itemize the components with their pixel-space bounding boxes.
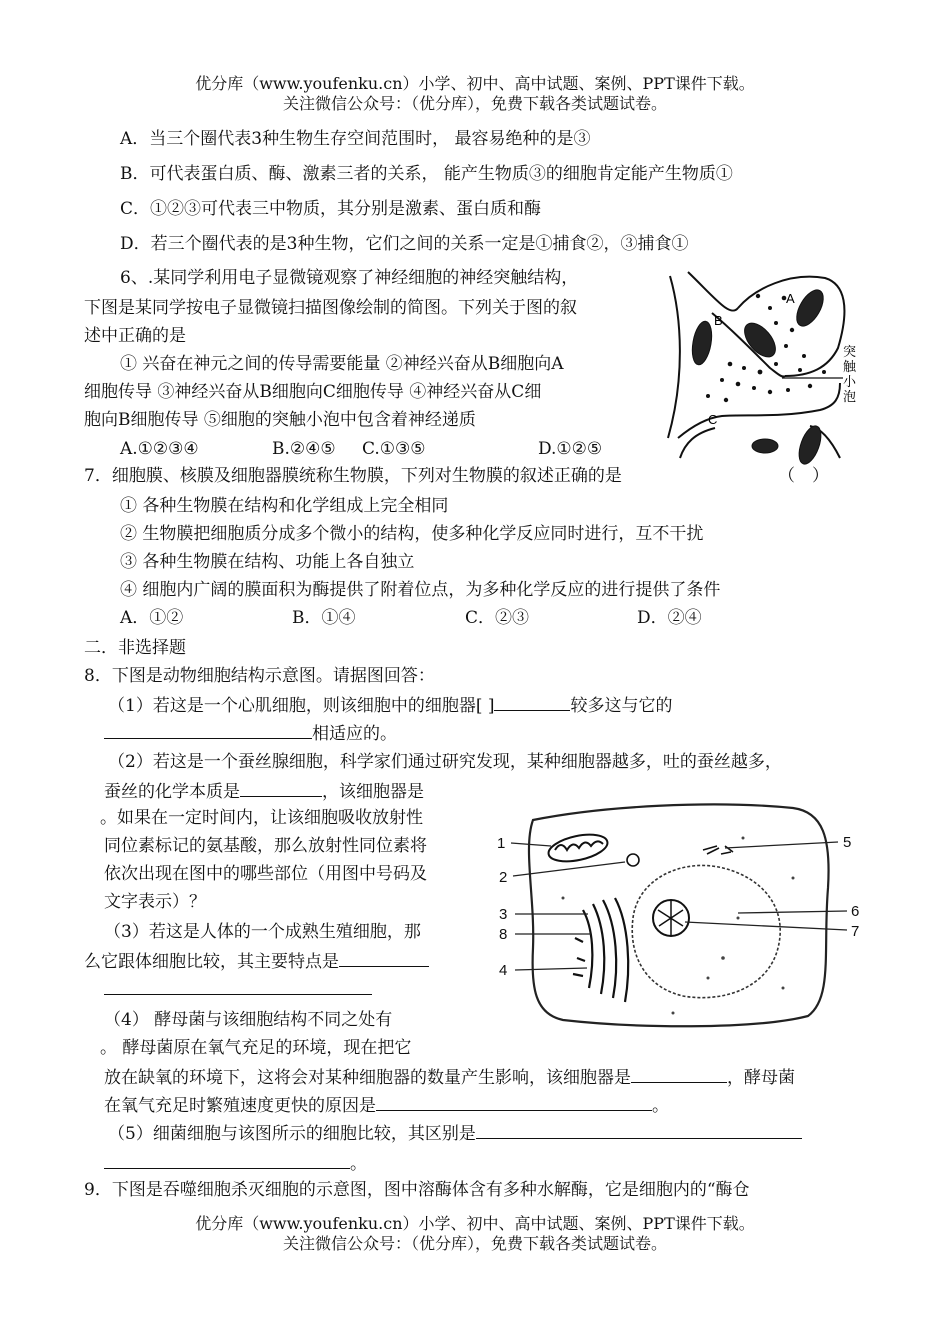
figure-label-5: 5 <box>843 834 852 851</box>
q8-p4-text-f: 。 <box>652 1096 669 1116</box>
figure-label-8: 8 <box>499 926 508 943</box>
figure-label-4: 4 <box>499 962 508 979</box>
q8-p2-blank-1[interactable] <box>240 778 322 797</box>
figure-label-3: 3 <box>499 906 508 923</box>
q6-option-b: B.②④⑤ <box>272 439 336 459</box>
animal-cell-figure <box>493 798 873 1033</box>
q8-part2-line6: 文字表示）？ <box>104 892 206 912</box>
footer-line-2: 关注微信公众号：（优分库），免费下载各类试题试卷。 <box>282 1234 667 1253</box>
footer-line-1: 优分库（www.youfenku.cn）小学、初中、高中试题、案例、PPT课件下载。 <box>195 1214 755 1233</box>
q8-p1-text-b: 较多这与它的 <box>570 696 673 716</box>
q5-option-a: A．当三个圈代表3种生物生存空间范围时， 最容易绝种的是③ <box>120 129 591 149</box>
header-line-2: 关注微信公众号：（优分库），免费下载各类试题试卷。 <box>282 94 667 113</box>
q7-stem: 7．细胞膜、核膜及细胞器膜统称生物膜，下列对生物膜的叙述正确的是 <box>84 466 622 486</box>
q8-part2-line2 <box>104 778 424 804</box>
q6-stem-2: 下图是某同学按电子显微镜扫描图像绘制的简图。下列关于图的叙 <box>84 298 577 318</box>
q8-part2-line3: 。如果在一定时间内，让该细胞吸收放射性 <box>100 808 423 828</box>
q8-part2-line1: （2）若这是一个蚕丝腺细胞，科学家们通过研究发现，某种细胞器越多，吐的蚕丝越多， <box>108 752 782 772</box>
callout-char-3: 小 <box>843 375 857 390</box>
q8-part1-line1 <box>108 692 672 718</box>
q7-item-1: ① 各种生物膜在结构和化学组成上完全相同 <box>120 496 449 516</box>
nucleolus <box>653 900 689 936</box>
q7-option-a: A．①② <box>120 608 184 628</box>
figure-label-2: 2 <box>499 869 508 886</box>
q8-part3-line3 <box>104 976 372 1002</box>
nucleus-envelope <box>632 865 780 997</box>
q6-items-1: ① 兴奋在神元之间的传导需要能量 ②神经兴奋从B细胞向A <box>120 354 564 374</box>
q8-p3-blank-1[interactable] <box>339 948 429 967</box>
label-b: B <box>714 313 723 328</box>
q8-p1-blank-2[interactable] <box>104 720 312 739</box>
q8-part2-line4: 同位素标记的氨基酸，那么放射性同位素将 <box>104 836 427 856</box>
figure-label-6: 6 <box>851 903 860 920</box>
q8-part3-line2 <box>84 948 429 974</box>
label-a: A <box>786 291 795 306</box>
label-c: C <box>708 412 718 427</box>
callout-char-4: 泡 <box>843 390 857 405</box>
q8-part4-line4 <box>104 1092 669 1118</box>
header-line-1: 优分库（www.youfenku.cn）小学、初中、高中试题、案例、PPT课件下载。 <box>195 74 755 93</box>
figure-label-7: 7 <box>851 923 860 940</box>
q8-part5-line2 <box>104 1150 367 1176</box>
q5-option-d: D．若三个圈代表的是3种生物，它们之间的关系一定是①捕食②，③捕食① <box>120 234 689 254</box>
q6-option-a: A.①②③④ <box>120 439 199 459</box>
q6-stem-1: 6、.某同学利用电子显微镜观察了神经细胞的神经突触结构， <box>120 268 579 288</box>
q9-stem: 9．下图是吞噬细胞杀灭细胞的示意图，图中溶酶体含有多种水解酶，它是细胞内的“酶仓 <box>84 1180 750 1200</box>
q8-p5-blank-2[interactable] <box>104 1150 350 1169</box>
q8-stem: 8．下图是动物细胞结构示意图。请据图回答： <box>84 666 435 686</box>
mitochondrion <box>546 830 610 866</box>
q8-part4-line3 <box>104 1064 795 1090</box>
q6-stem-3: 述中正确的是 <box>84 326 186 346</box>
q5-option-b: B．可代表蛋白质、酶、激素三者的关系， 能产生物质③的细胞肯定能产生物质① <box>120 164 733 184</box>
q8-p4-text-e: 在氧气充足时繁殖速度更快的原因是 <box>104 1096 376 1116</box>
q8-part2-line5: 依次出现在图中的哪些部位（用图中号码及 <box>104 864 427 884</box>
q8-p4-blank-1[interactable] <box>631 1064 727 1083</box>
mitochondria-group <box>689 286 828 467</box>
q8-p3-blank-2[interactable] <box>104 976 372 995</box>
q6-items-3: 胞向B细胞传导 ⑤细胞的突触小泡中包含着神经递质 <box>84 410 476 430</box>
q8-p2-text-b: 蚕丝的化学本质是 <box>104 782 240 802</box>
q8-part4-line2: 。 酵母菌原在氧气充足的环境，现在把它 <box>100 1038 412 1058</box>
q7-option-d: D．②④ <box>637 608 702 628</box>
q8-p4-blank-2[interactable] <box>376 1092 652 1111</box>
vesicle <box>627 854 639 866</box>
callout-char-2: 触 <box>843 360 857 375</box>
q8-p1-text-c: 相适应的。 <box>312 724 397 744</box>
q7-answer-paren[interactable]: （ ） <box>778 466 829 486</box>
q8-p5-text-a: （5）细菌细胞与该图所示的细胞比较，其区别是 <box>108 1124 476 1144</box>
q7-item-3: ③ 各种生物膜在结构、功能上各自独立 <box>120 552 415 572</box>
q8-p3-text-b: 么它跟体细胞比较，其主要特点是 <box>84 952 339 972</box>
callout-char-1: 突 <box>843 345 857 360</box>
q8-p4-text-d: ，酵母菌 <box>727 1068 795 1088</box>
q7-option-c: C．②③ <box>465 608 530 628</box>
q8-part1-line2 <box>104 720 397 746</box>
q8-p1-blank-1[interactable] <box>494 692 570 711</box>
q7-item-4: ④ 细胞内广阔的膜面积为酶提供了附着位点，为多种化学反应的进行提供了条件 <box>120 580 721 600</box>
q6-items-2: 细胞传导 ③神经兴奋从B细胞向C细胞传导 ④神经兴奋从C细 <box>84 382 542 402</box>
q8-part3-line1: （3）若这是人体的一个成熟生殖细胞，那 <box>104 922 421 942</box>
q8-p2-text-c: ，该细胞器是 <box>322 782 424 802</box>
q5-option-c: C．①②③可代表三中物质，其分别是激素、蛋白质和酶 <box>120 199 542 219</box>
q8-part5-line1 <box>108 1120 802 1146</box>
q6-option-c: C.①③⑤ <box>362 439 426 459</box>
q8-p5-text-b: 。 <box>350 1154 367 1174</box>
q8-p5-blank-1[interactable] <box>476 1120 802 1139</box>
q7-option-b: B．①④ <box>292 608 356 628</box>
synapse-figure <box>660 268 870 463</box>
q8-part4-line1: （4） 酵母菌与该细胞结构不同之处有 <box>104 1010 393 1030</box>
q7-item-2: ② 生物膜把细胞质分成多个微小的结构，使多种化学反应同时进行，互不干扰 <box>120 524 704 544</box>
figure-label-1: 1 <box>497 835 506 852</box>
q8-p1-text-a: （1）若这是一个心肌细胞，则该细胞中的细胞器[ ] <box>108 696 495 716</box>
section-title: 二．非选择题 <box>84 638 186 658</box>
q6-option-d: D.①②⑤ <box>538 439 603 459</box>
q8-p4-text-c: 放在缺氧的环境下，这将会对某种细胞器的数量产生影响，该细胞器是 <box>104 1068 631 1088</box>
